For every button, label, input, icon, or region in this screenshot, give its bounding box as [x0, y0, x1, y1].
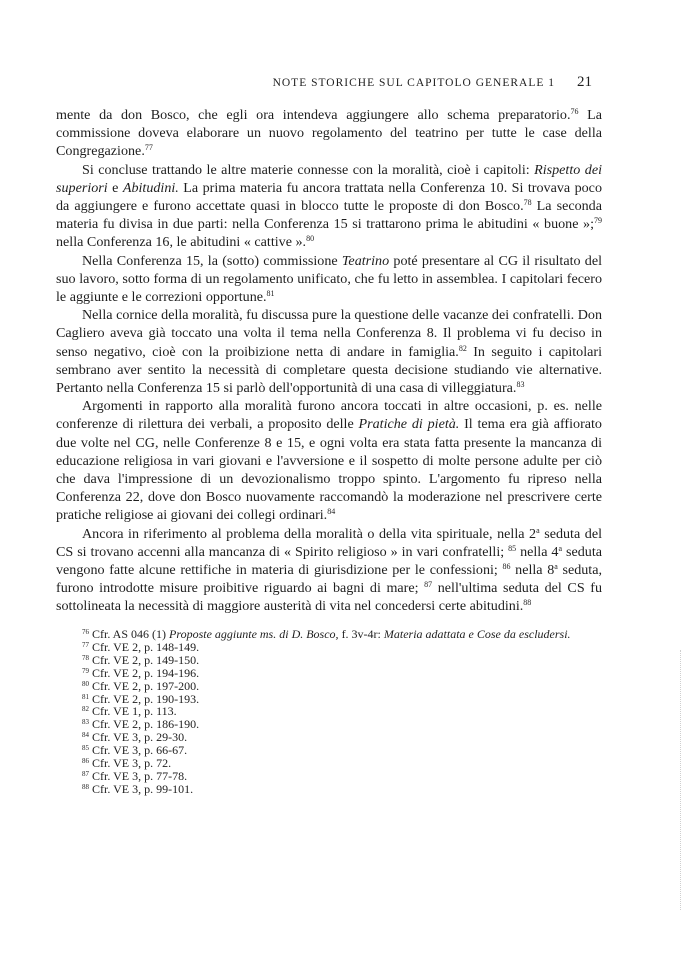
text-run: seduta del CS si trovano accenni alla mancanza di « Spirito religioso » in vari confratelli; [56, 525, 602, 560]
footnotes [56, 628, 602, 796]
text-run: Si concluse trattando le altre materie connesse con la moralità, cioè i capitoli: [82, 161, 535, 178]
text-run: nella 4 [516, 543, 559, 560]
footnote-number: 78 [82, 653, 89, 662]
footnote-ref: 80 [306, 234, 315, 244]
text-run: poté presentare al CG il risultato del suo lavoro, sotto forma di un regolamento unificato, che fu letto in assemblea. I capitolari fecero le aggiunte e le correzioni opportune. [56, 252, 602, 306]
paragraph-p4 [56, 306, 602, 397]
running-title: NOTE STORICHE SUL CAPITOLO GENERALE 1 [272, 77, 555, 89]
text-run: seduta vengono fatte alcune rettifiche in materia di giurisdizione per le confessioni; [56, 543, 603, 579]
footnote-ref: 87 [424, 580, 433, 590]
text-run: La prima materia fu ancora trattata nella Conferenza 10. Si trovava poco da aggiungere e furono accettate quasi in blocco tutte le proposte di don Bosco. [56, 179, 602, 215]
paragraph-p2 [56, 161, 602, 252]
footnote-number: 85 [82, 744, 89, 753]
text-run: Nella Conferenza 15, la (sotto) commissione [82, 252, 342, 269]
footnote-number: 83 [82, 718, 89, 727]
footnote-ref: 88 [523, 598, 532, 608]
italic-text: Pratiche di pietà. [358, 416, 460, 433]
footnote-ref: 83 [516, 380, 525, 390]
paragraph-p6 [56, 525, 602, 616]
text-run: nella 8 [510, 562, 555, 579]
footnote-number: 87 [82, 769, 89, 778]
italic-text: Rispetto dei superiori [56, 161, 602, 196]
text-run: Ancora in riferimento al problema della moralità o della vita spirituale, nella 2 [82, 525, 537, 542]
text-run: Cfr. VE 2, p. 194-196. [92, 665, 200, 680]
footnote-ref: 78 [523, 198, 532, 208]
footnote-number: 84 [82, 731, 89, 740]
text-run: e [107, 179, 123, 196]
footnote-88 [56, 783, 602, 796]
text-run: La seconda materia fu divisa in due parti: nella Conferenza 15 si trattarono prima le abitudini « buone »; [56, 198, 602, 233]
italic-text: Abitudini. [122, 179, 179, 196]
text-run: nella Conferenza 16, le abitudini « cattive ». [56, 234, 307, 251]
text-run: Cfr. VE 3, p. 99-101. [92, 781, 194, 796]
footnote-ref: 82 [458, 343, 467, 353]
footnote-ref: 79 [594, 216, 602, 226]
footnote-ref: a [558, 543, 563, 553]
italic-text: Teatrino [341, 252, 390, 269]
footnote-ref: a [554, 562, 558, 572]
italic-text: Proposte aggiunte ms. di D. Bosco, [169, 627, 339, 641]
text-run: Nella cornice della moralità, fu discussa pure la questione delle vacanze dei confratelli. Don Cagliero aveva già toccato una volta il tema nella Conferenza 8. Il problema vi fu deciso in senso negativo, cioè con la proibizione netta di andare in famiglia. [56, 307, 602, 360]
text-run: Argomenti in rapporto alla moralità furono ancora toccati in altre occasioni, p. es. nelle conferenze di rilettura dei verbali, a proposito delle [56, 398, 602, 433]
text-run: Cfr. VE 3, p. 29-30. [92, 730, 188, 745]
page-edge-mark [680, 650, 682, 910]
text-run: Cfr. VE 3, p. 72. [92, 756, 172, 771]
footnote-number: 82 [82, 705, 89, 714]
footnote-ref: 85 [508, 543, 517, 553]
paragraph-p1 [56, 106, 602, 161]
page-number: 21 [577, 74, 592, 90]
footnote-number: 88 [82, 782, 89, 791]
text-run: f. 3v-4r: [338, 627, 384, 641]
paragraph-p5 [56, 397, 602, 524]
text-run: Cfr. VE 2, p. 148-149. [92, 639, 200, 654]
text-run: Cfr. AS 046 (1) [92, 627, 170, 641]
text-run: La commissione doveva elaborare un nuovo regolamento del teatrino per tutte le case della Congregazione. [56, 107, 603, 160]
body-text [56, 106, 602, 616]
text-run: Cfr. VE 2, p. 186-190. [92, 717, 200, 732]
text-run: Cfr. VE 1, p. 113. [92, 704, 177, 719]
footnote-ref: 81 [266, 289, 275, 299]
footnote-ref: 77 [144, 143, 153, 153]
footnote-ref: 86 [502, 562, 511, 572]
text-run: Cfr. VE 3, p. 77-78. [92, 768, 188, 783]
italic-text: Materia adattata e Cose da escludersi. [383, 627, 571, 641]
running-head [56, 74, 592, 91]
footnote-number: 76 [82, 628, 89, 636]
footnote-number: 81 [82, 692, 89, 701]
text-run: Cfr. VE 2, p. 197-200. [92, 678, 200, 693]
text-run: Cfr. VE 2, p. 149-150. [92, 652, 200, 667]
text-run: Cfr. VE 3, p. 66-67. [92, 743, 188, 758]
paragraph-p3 [56, 252, 602, 307]
footnote-ref: a [536, 525, 540, 535]
text-run: In seguito i capitolari sembrano aver sentito la necessità di completare questa decisione studiando vie alternative. Pertanto nella Conferenza 15 si parlò dell'opportunità di una casa di villeggiatura. [56, 343, 602, 397]
text-run: seduta, furono introdotte misure proibitive riguardo ai bagni di mare; [56, 562, 602, 597]
text-run: mente da don Bosco, che egli ora intendeva aggiungere allo schema preparatorio. [56, 107, 571, 123]
text-run: nell'ultima seduta del CS fu sottolineata la necessità di maggiore austerità di vita nel concedersi certe abitudini. [56, 580, 602, 615]
footnote-ref: 84 [327, 507, 336, 517]
footnote-number: 86 [82, 757, 89, 766]
text-run: Cfr. VE 2, p. 190-193. [92, 691, 200, 706]
text-run: Il tema era già affiorato due volte nel CG, nelle Conferenze 8 e 15, e ogni volta era stata fatta presente la mancanza di educazione religiosa in vari giovani e l'avversione e il sospetto di molte persone adulte per ciò che dava l'impressione di un devozionalismo troppo spinto. L'argomento fu ripreso nella Conferenza 22, dove don Bosco nuovamente raccomandò la moderazione nel prescrivere certe pratiche religiose ai giovani dei collegi ordinari. [56, 416, 602, 524]
footnote-number: 80 [82, 679, 89, 688]
footnote-number: 79 [82, 666, 89, 675]
footnote-number: 77 [82, 640, 89, 649]
footnote-ref: 76 [570, 107, 579, 116]
